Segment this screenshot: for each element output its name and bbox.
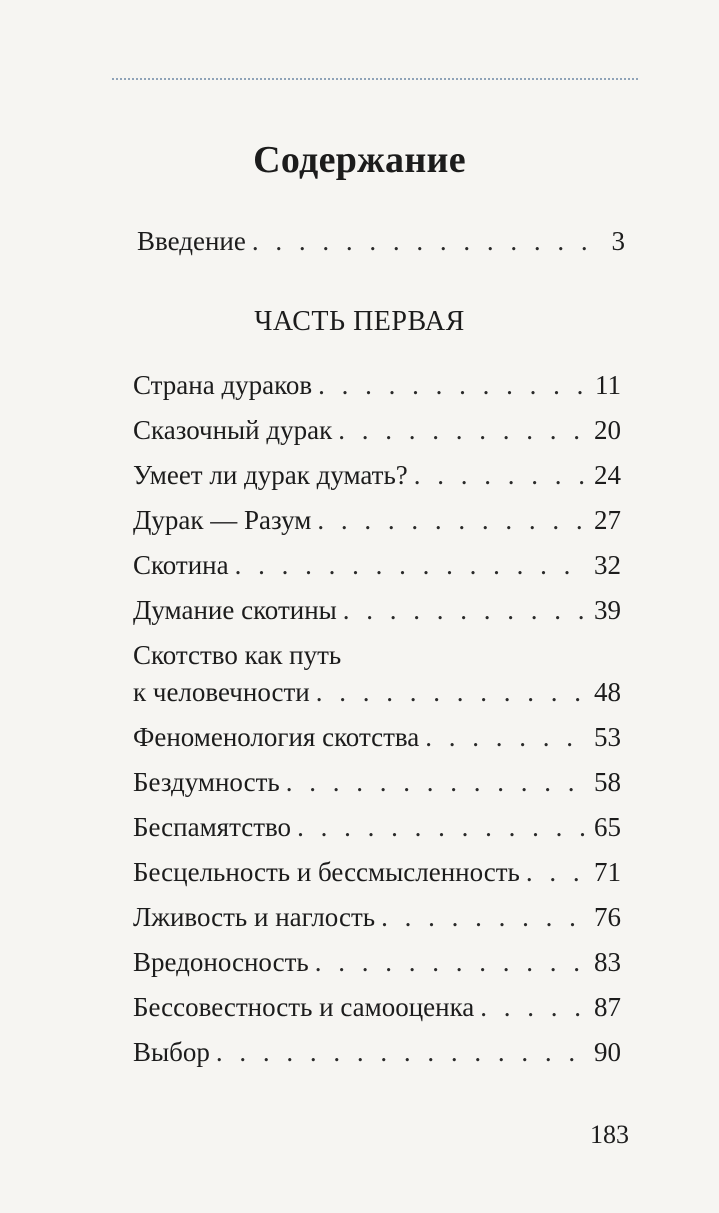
toc-entry[interactable] <box>133 550 621 586</box>
toc-entry[interactable] <box>133 370 621 406</box>
toc-entry[interactable] <box>133 902 621 938</box>
toc-leader-dots <box>286 767 588 798</box>
toc-leader-dots <box>318 370 589 401</box>
toc-entry[interactable] <box>133 415 621 451</box>
toc-leader-dots <box>381 902 588 933</box>
toc-entry[interactable] <box>133 460 621 496</box>
toc-entry-label: Бездумность <box>133 767 280 797</box>
toc-entry[interactable] <box>133 595 621 631</box>
toc-leader-dots <box>343 595 588 626</box>
toc-entry-label: Дурак — Разум <box>133 505 312 535</box>
toc-leader-dots <box>315 947 588 978</box>
toc-entry-page: 90 <box>594 1037 621 1067</box>
toc-entry[interactable] <box>133 1037 621 1073</box>
toc-leader-dots <box>338 415 588 446</box>
toc-entry-label: Лживость и наглость <box>133 902 376 932</box>
toc-leader-dots <box>414 460 588 491</box>
toc-entry-page: 48 <box>594 677 621 707</box>
toc-entry-page: 58 <box>594 767 621 797</box>
toc-entry-page: 83 <box>594 947 621 977</box>
toc-entry-label: Страна дураков <box>133 370 313 400</box>
toc-entry-page: 53 <box>594 722 621 752</box>
top-dotted-rule <box>112 78 638 80</box>
toc-entry-label: Выбор <box>133 1037 210 1067</box>
toc-entry-page: 32 <box>594 550 621 580</box>
toc-entry-label: Скотина <box>133 550 229 580</box>
toc-entry[interactable] <box>133 947 621 983</box>
toc-leader-dots <box>297 812 588 843</box>
toc-entry-label: Бесцельность и бессмысленность <box>133 857 520 887</box>
toc-leader-dots <box>317 505 588 536</box>
toc-entry[interactable] <box>133 505 621 541</box>
toc-leader-dots <box>235 550 588 581</box>
page-title: Содержание <box>253 139 466 181</box>
toc-entry-page: 65 <box>594 812 621 842</box>
part-heading: ЧАСТЬ ПЕРВАЯ <box>254 306 465 337</box>
toc-entry-label: Думание скотины <box>133 595 337 625</box>
toc-entry-page: 11 <box>595 370 621 400</box>
toc-entry-label: Сказочный дурак <box>133 415 333 445</box>
toc-entry-page: 87 <box>594 992 621 1022</box>
toc-entry-page: 27 <box>594 505 621 535</box>
page-number: 183 <box>590 1120 629 1149</box>
toc-entry-intro[interactable] <box>137 226 625 262</box>
toc-entry-page: 71 <box>594 857 621 887</box>
toc-entry-label: Беспамятство <box>133 812 292 842</box>
toc-entry[interactable] <box>133 767 621 803</box>
toc-leader-dots <box>526 857 588 888</box>
toc-entry-label: Вредоносность <box>133 947 309 977</box>
toc-entry-page: 3 <box>611 226 625 256</box>
toc-entry-page: 24 <box>594 460 621 490</box>
toc-leader-dots <box>316 677 588 708</box>
toc-entry-label: Умеет ли дурак думать? <box>133 460 408 490</box>
toc-entry[interactable] <box>133 677 621 713</box>
toc-entry-label: Бессовестность и самооценка <box>133 992 475 1022</box>
toc-entry-label: Введение <box>137 226 246 256</box>
toc-entry-label: Феноменология скотства <box>133 722 420 752</box>
toc-entry[interactable] <box>133 992 621 1028</box>
toc-leader-dots <box>252 226 606 257</box>
toc-leader-dots <box>480 992 588 1023</box>
toc-entry[interactable] <box>133 722 621 758</box>
toc-entry-page: 39 <box>594 595 621 625</box>
toc-leader-dots <box>216 1037 588 1068</box>
toc-entry-label-first-line: Скотство как путь <box>133 640 342 670</box>
toc-entry-label: к человечности <box>133 677 310 707</box>
toc-entry[interactable] <box>133 857 621 893</box>
toc-leader-dots <box>425 722 588 753</box>
toc-entry[interactable] <box>133 812 621 848</box>
toc-entry-page: 20 <box>594 415 621 445</box>
toc-entry-page: 76 <box>594 902 621 932</box>
